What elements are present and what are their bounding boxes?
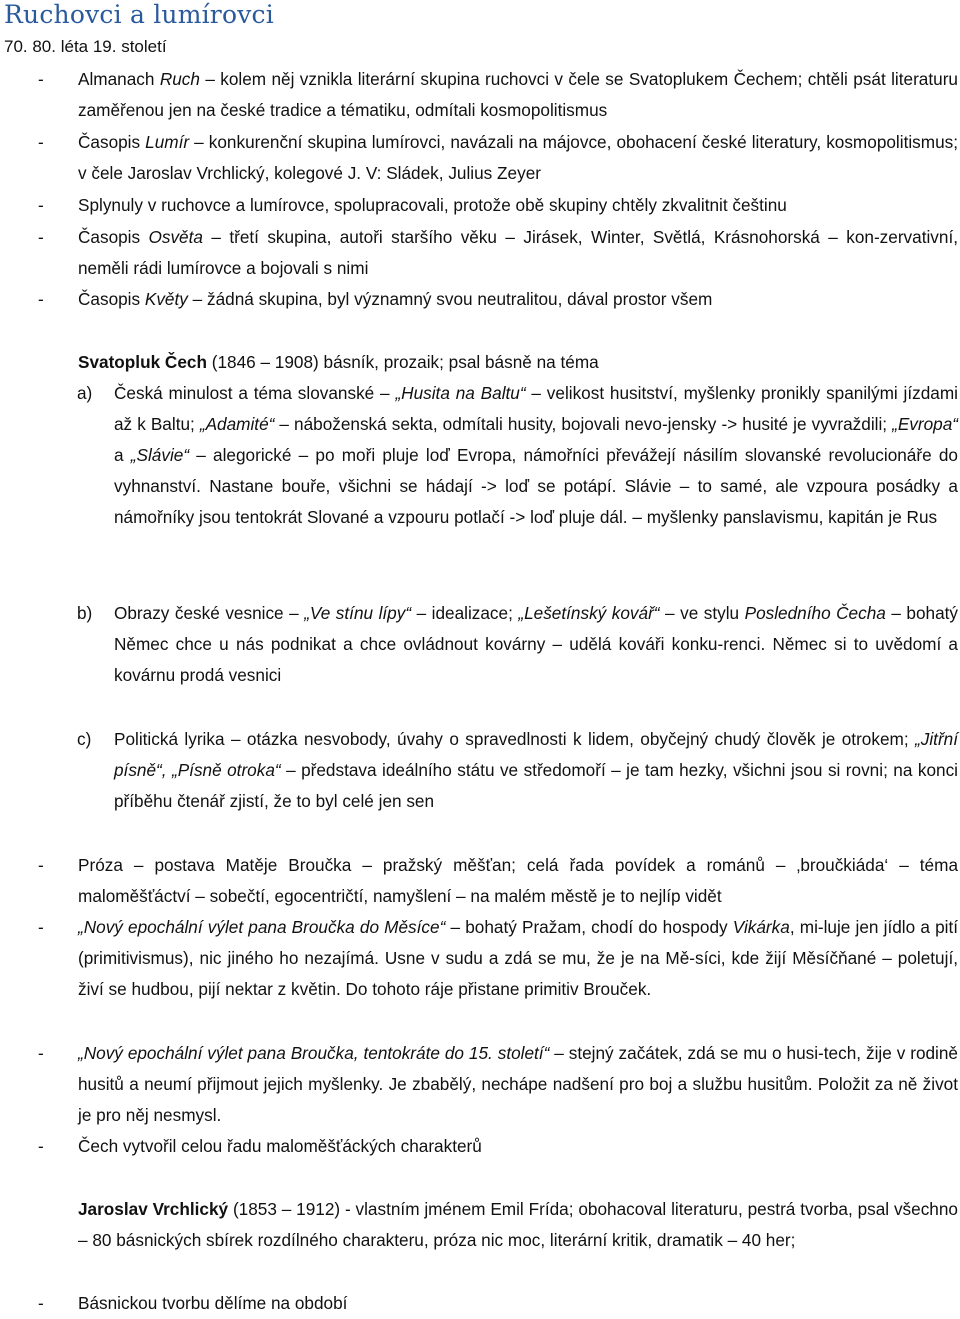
item-label: b) (77, 603, 93, 623)
list-item (0, 222, 960, 284)
author-name: Svatopluk Čech (78, 352, 207, 372)
italic-title: „Slávie“ (130, 445, 190, 465)
italic-title: Osvěta (148, 227, 203, 247)
text-run: – bohatý Pražam, chodí do hospody (445, 917, 733, 937)
item-label: a) (77, 383, 93, 403)
text-run: Obrazy české vesnice – (114, 603, 305, 623)
text-run: Próza – postava Matěje Broučka – pražský měšťan; celá řada povídek a románů – ‚broučkiáda‘ – téma maloměšťáctví – sobečtí, egocentričtí, namyšlení – na malém městě je to nejlíp vidět (78, 855, 958, 906)
italic-title: „Nový epochální výlet pana Broučka do Měsíce“ (78, 917, 446, 937)
list-item-text (114, 378, 958, 533)
text-run: – žádná skupina, byl významný svou neutralitou, dával prostor všem (187, 289, 713, 309)
text-run: – stejný začátek, zdá se mu o husi-tech, žije v rodině husitů a neumí přijmout jejich myšlenky. Je zbabělý, nechápe nadšení pro boj a službu husitům. Položit za ně život je pro něj nesmysl. (78, 1043, 958, 1125)
text-run: – idealizace; (411, 603, 519, 623)
text-run: – kolem něj vznikla literární skupina ruchovci v čele se Svatoplukem Čechem; chtěli psát literaturu zaměřenou jen na české tradice a tématiku, odmítali kosmopolitismus (78, 69, 958, 120)
list-item-text (78, 1038, 958, 1131)
bullet-dash: - (38, 132, 44, 152)
list-item-text (78, 64, 958, 126)
text-run: Splynuly v ruchovce a lumírovce, spolupracovali, protože obě skupiny chtěly zkvalitnit češtinu (78, 195, 787, 215)
text-run: , mi-luje jen jídlo a pití (primitivismus), nic jiného ho nezajímá. Usne v sudu a zdá se mu, že je na Mě-síci, kde žijí Měsíčňané – poletují, živí se hudbou, pijí nektar z květin. Do tohoto ráje přistane primitiv Brouček. (78, 917, 958, 999)
text-run: – konkurenční skupina lumírovci, navázali na májovce, obohacení české literatury, kosmopolitismus; v čele Jaroslav Vrchlický, kolegové J. V: Sládek, Julius Zeyer (78, 132, 959, 183)
list-item-text (114, 724, 958, 817)
page-title: Ruchovci a lumírovci (4, 0, 274, 29)
italic-title: „Lešetínský kovář“ (518, 603, 660, 623)
text-run: Almanach (78, 69, 160, 89)
bullet-dash: - (38, 1136, 44, 1156)
list-item-text (78, 127, 958, 189)
text-run: – náboženská sekta, odmítali husity, bojovali nevo-jensky -> husité je vyvraždili; (274, 414, 893, 434)
text-run: – třetí skupina, autoři staršího věku – Jirásek, Winter, Světlá, Krásnohorská – kon-zervativní, neměli rádi lumírovce a bojovali s nimi (78, 227, 958, 278)
italic-title: „Evropa“ (892, 414, 959, 434)
list-item-text (78, 850, 958, 912)
list-item (0, 724, 960, 817)
list-item (0, 378, 960, 564)
list-item-text (114, 598, 958, 691)
list-item-text (78, 1131, 958, 1162)
list-item-text (78, 912, 958, 1005)
page-subtitle: 70. 80. léta 19. století (4, 37, 167, 56)
list-item-text (78, 284, 958, 315)
text-run: – bohatý Němec chce u nás podnikat a chce ovládnout kovárny – udělá kováři konku-renci. Němec si to uvědomí a kovárnu prodá vesnici (114, 603, 959, 685)
author-intro: (1846 – 1908) básník, prozaik; psal básně na téma (206, 352, 599, 372)
text-run: – představa ideálního státu ve středomoří – je tam hezky, všichni jsou si rovni; na konci příběhu čtenář zjistí, že to byl celé jen sen (114, 760, 958, 811)
bullet-dash: - (38, 195, 44, 215)
list-item (0, 64, 960, 126)
italic-title: „Husita na Baltu“ (395, 383, 526, 403)
text-run: Časopis (78, 227, 149, 247)
bullet-dash: - (38, 855, 44, 875)
bullet-dash: - (38, 1043, 44, 1063)
italic-title: Ruch (159, 69, 200, 89)
italic-title: Lumír (145, 132, 190, 152)
list-item (0, 1038, 960, 1131)
bullet-dash: - (38, 1293, 44, 1313)
item-label: c) (77, 729, 92, 749)
list-item (0, 598, 960, 691)
italic-title: „Ve stínu lípy“ (304, 603, 412, 623)
author-intro: (1853 – 1912) - vlastním jménem Emil Frída; obohacoval literaturu, pestrá tvorba, psal všechno – 80 básnických sbírek rozdílného charakteru, próza nic moc, literární kritik, dramatik – 40 her; (78, 1199, 958, 1250)
italic-title: Posledního Čecha (744, 603, 886, 623)
text-run: – velikost husitství, myšlenky pronikly spanilými jízdami až k Baltu; (114, 383, 958, 434)
list-item-text (78, 1288, 958, 1319)
list-item (0, 1131, 960, 1162)
list-item (0, 1288, 960, 1319)
text-run: Česká minulost a téma slovanské – (114, 383, 396, 403)
text-run: Básnickou tvorbu dělíme na období (78, 1293, 348, 1313)
text-run: Časopis (78, 289, 145, 309)
bullet-dash: - (38, 69, 44, 89)
list-item-text (78, 222, 958, 284)
list-item-text (78, 190, 958, 221)
bullet-dash: - (38, 917, 44, 937)
italic-title: Květy (144, 289, 188, 309)
text-run: Čech vytvořil celou řadu maloměšťáckých charakterů (78, 1136, 482, 1156)
text-run: a (114, 445, 131, 465)
list-item (0, 284, 960, 315)
author-name: Jaroslav Vrchlický (78, 1199, 229, 1219)
italic-title: „Adamité“ (199, 414, 275, 434)
italic-title: „Nový epochální výlet pana Broučka, tentokráte do 15. století“ (78, 1043, 550, 1063)
text-run: – ve stylu (659, 603, 745, 623)
italic-title: „Jitřní písně“, „Písně otroka“ (114, 729, 958, 780)
text-run: Politická lyrika – otázka nesvobody, úvahy o spravedlnosti k lidem, obyčejný chudý člověk je otrokem; (114, 729, 916, 749)
bullet-dash: - (38, 289, 44, 309)
list-item (0, 127, 960, 189)
list-item (0, 850, 960, 912)
list-item (0, 912, 960, 1036)
text-run: – alegorické – po moři pluje loď Evropa, námořníci převážejí násilím slovanské revolucionáře do vyhnanství. Nastane bouře, všichni se hádají -> loď se potápí. Slávie – to samé, ale vzpoura posádky a námořníky jsou tentokrát Slované a vzpouru potlačí -> loď pluje dál. – myšlenky panslavismu, kapitán je Rus (114, 445, 958, 527)
text-run: Časopis (78, 132, 146, 152)
list-item (0, 190, 960, 221)
italic-title: Vikárka (732, 917, 790, 937)
bullet-dash: - (38, 227, 44, 247)
author-heading-vrchlicky (0, 1194, 960, 1287)
